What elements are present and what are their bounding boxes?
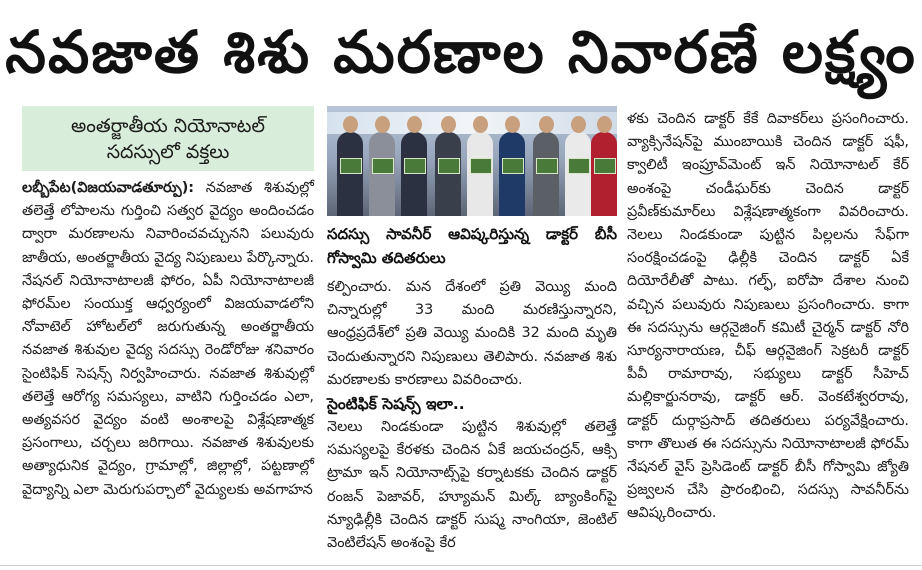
photo-person [337,132,363,216]
photo-person [467,132,493,216]
photo-person [369,132,395,216]
column-3 [627,108,909,526]
photo-person [499,132,525,216]
column-2 [327,106,617,555]
column-3-paragraph: ళకు చెందిన డాక్టర్ కేకే దివాకర్‌లు ప్రసంగించారు. వ్యాక్సినేషన్‌పై ముంబాయికి చెందిన డాక్టర్ షఫీ, క్వాలిటీ ఇంప్రూవ్‌మెంట్ ఇన్ నియోనాటల్ కేర్ అంశంపై చండీఘర్‌కు చెందిన డాక్టర్ ప్రవీణ్‌కుమార్‌లు విశ్లేషణాత్మకంగా వివరించారు. నెలలు నిండకుండా పుట్టిన పిల్లలను సేఫ్‌గా సంరక్షించడంపై ఢిల్లీకి చెందిన డాక్టర్ ఏకే దియోరేలీతో పాటు. గల్ఫ్, ఐరోపా దేశాల నుంచి వచ్చిన పలువురు నిపుణులు ప్రసంగించారు. కాగా ఈ సదస్సును ఆర్గనైజింగ్ కమిటీ చైర్మన్ డాక్టర్ నోరి సూర్యనారాయణ, చీఫ్ ఆర్గనైజింగ్ సెక్రటరీ డాక్టర్ పీవీ రామారావు, సభ్యులు డాక్టర్ సీహెచ్ మల్లికార్జునరావు, డాక్టర్ ఆర్. వెంకటేశ్వరరావు, డాక్టర్ దుర్గాప్రసాద్ తదితరులు పర్యవేక్షించారు. కాగా తొలుత ఈ సదస్సును నియోనాటాలజీ ఫోరమ్ నేషనల్ వైస్ ప్రెసిడెంట్ డాక్టర్ బీసీ గోస్వామి జ్యోతి ప్రజ్వలన చేసి ప్రారంభించి, సదస్సు సావనీర్‌ను ఆవిష్కరించారు. [627,111,909,522]
column-3-body [627,108,909,526]
column-2-paragraph-2: నెలలు నిండకుండా పుట్టిన శిశువుల్లో తలెత్తే సమస్యలపై కేరళకు చెందిన ఏకే జయచంద్రన్, ఆక్సి ట్రామా ఇన్ నియోనాట్స్‌పై కర్నాటకకు చెందిన డాక్టర్ రంజన్ పెజావర్, హ్యూమన్ మిల్క్ బ్యాంకింగ్‌పై న్యూఢిల్లీకి చెందిన డాక్టర్ సుష్మ నాంగియా, జెంటిల్ వెంటిలేషన్ అంశంపై కేర [327,419,617,552]
column-2-paragraph-1: కల్పించారు. మన దేశంలో ప్రతి వెయ్యి మంది చిన్నారుల్లో 33 మంది మరణిస్తున్నారని, ఆంధ్రప్రదేశ్‌లో ప్రతి వెయ్యి మందికి 32 మంది మృతి చెందుతున్నారని నిపుణులు తెలిపారు. నవజాత శిశు మరణాలకు కారణాలు వివరించారు. [327,279,617,388]
dateline: లబ్బీపేట(విజయవాడతూర్పు): [22,180,195,196]
column-2-body [327,276,617,555]
photo-caption: సదస్సు సావనీర్ ఆవిష్కరిస్తున్న డాక్టర్ బీసీ గోస్వామి తదితరులు [327,225,617,267]
event-photo [327,106,617,216]
photo-person [565,132,591,216]
photo-person [401,132,427,216]
photo-person [533,132,559,216]
photo-person [435,132,461,216]
section-heading: సైంటిఫిక్ సెషన్స్ ఇలా.. [327,395,465,414]
subheading-box [22,106,314,171]
bottom-rule [0,565,922,566]
column-1-paragraph: నవజాత శిశువుల్లో తలెత్తే లోపాలను గుర్తించి సత్వర వైద్యం అందించడం ద్వారా మరణాలను నివారించవచ్చునని పలువురు జాతీయ, అంతర్జాతీయ వైద్య నిపుణులు పేర్కొన్నారు. నేషనల్ నియోనాటాలజీ ఫోరం, ఏపీ నియోనాటాలజీ ఫోరమ్‌ల సంయుక్త ఆధ్వర్యంలో విజయవాడలోని నోవాటెల్ హోటల్‌లో జరుగుతున్న అంతర్జాతీయ నవజాత శిశువుల వైద్య సదస్సు రెండోరోజు శనివారం సైంటిఫిక్ సెషన్స్ నిర్వహించారు. నవజాత శిశువుల్లో తలెత్తే ఆరోగ్య సమస్యలు, వాటిని గుర్తించడం ఎలా, అత్యవసర వైద్యం వంటి అంశాలపై విశ్లేషణాత్మక ప్రసంగాలు, చర్చలు జరిగాయి. నవజాత శిశువులకు అత్యాధునిక వైద్యం, గ్రామాల్లో, జిల్లాల్లో, పట్టణాల్లో వైద్యాన్ని ఎలా మెరుగుపర్చాలో వైద్యులకు అవగాహన [22,180,314,498]
column-1-body [22,177,314,502]
article-headline: నవజాత శిశు మరణాల నివారణే లక్ష్యం [5,18,917,86]
column-1 [22,106,314,502]
subheading-line-2: సదస్సులో వక్తలు [106,141,230,163]
photo-person [591,132,617,216]
subheading-line-1: అంతర్జాతీయ నియోనాటల్ [71,115,265,137]
